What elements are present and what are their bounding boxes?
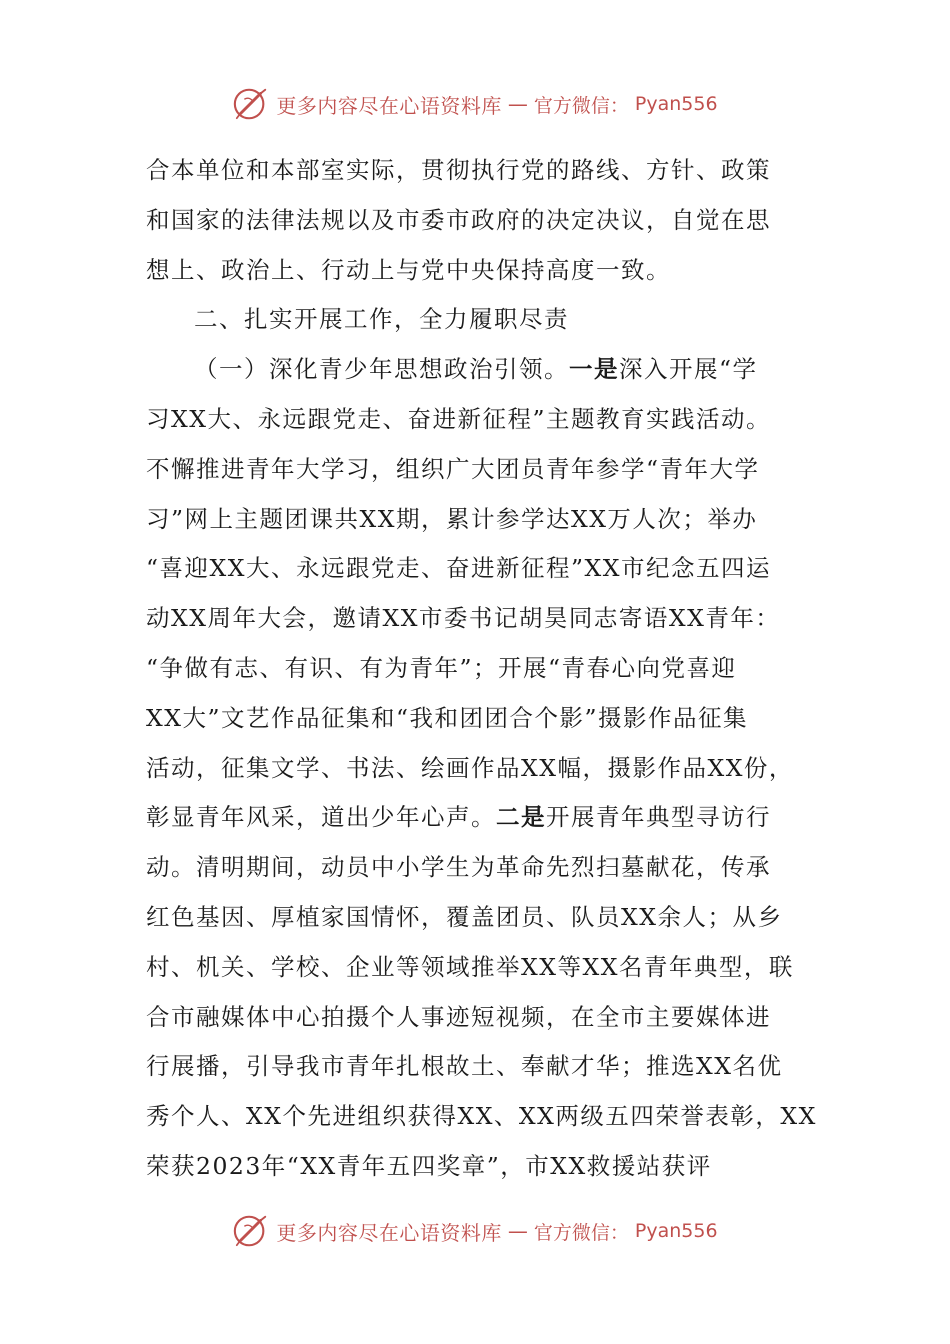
text-line	[146, 345, 806, 395]
pen-logo-icon	[232, 1212, 270, 1250]
text-line: 活动，征集文学、书法、绘画作品XX幅，摄影作品XX份，	[146, 753, 794, 782]
text-line: 和国家的法律法规以及市委市政府的决定决议，自觉在思	[146, 205, 771, 234]
text-line: 习”网上主题团课共XX期，累计参学达XX万人次；举办	[146, 504, 758, 533]
text-line: 荣获2023年“XX青年五四奖章”，市XX救援站获评	[146, 1151, 712, 1180]
footer-banner	[0, 1209, 950, 1253]
banner-brand: 更多内容尽在心语资料库	[276, 1220, 502, 1245]
banner-wechat-label: 官方微信：	[533, 1221, 629, 1244]
banner-brand: 更多内容尽在心语资料库	[276, 93, 502, 118]
banner-wechat-label: 官方微信：	[533, 94, 629, 117]
text-line: 行展播，引导我市青年扎根故土、奉献才华；推选XX名优	[146, 1052, 783, 1081]
text-line: 动XX周年大会，邀请XX市委书记胡昊同志寄语XX青年：	[146, 604, 781, 633]
header-banner	[0, 82, 950, 126]
text-segment: 开展青年典型寻访行	[546, 803, 771, 832]
banner-wechat-id: Pyan556	[634, 1220, 718, 1242]
banner-dash: —	[507, 92, 528, 116]
text-line: 二、扎实开展工作，全力履职尽责	[194, 305, 569, 334]
text-line: 红色基因、厚植家国情怀，覆盖团员、队员XX余人；从乡	[146, 902, 783, 931]
emphasis-marker: 一是	[569, 355, 619, 384]
text-segment: （一）深化青少年思想政治引领。	[194, 355, 569, 384]
text-line: 习XX大、永远跟党走、奋进新征程”主题教育实践活动。	[146, 404, 771, 433]
text-line: “喜迎XX大、永远跟党走、奋进新征程”XX市纪念五四运	[146, 554, 771, 583]
text-line: “争做有志、有识、有为青年”；开展“青春心向党喜迎	[146, 653, 737, 682]
text-segment: 彰显青年风采，道出少年心声。	[146, 803, 496, 832]
text-line: 合市融媒体中心拍摄个人事迹短视频，在全市主要媒体进	[146, 1002, 771, 1031]
text-line	[146, 793, 806, 843]
text-line: 村、机关、学校、企业等领域推举XX等XX名青年典型，联	[146, 952, 794, 981]
document-body	[146, 146, 817, 1192]
text-segment: 深入开展“学	[619, 355, 758, 384]
text-line: 想上、政治上、行动上与党中央保持高度一致。	[146, 255, 671, 284]
banner-wechat-id: Pyan556	[634, 93, 718, 115]
text-line: XX大”文艺作品征集和“我和团团合个影”摄影作品征集	[146, 703, 749, 732]
text-line: 合本单位和本部室实际，贯彻执行党的路线、方针、政策	[146, 156, 771, 184]
text-line: 动。清明期间，动员中小学生为革命先烈扫墓献花，传承	[146, 853, 771, 882]
text-line: 秀个人、XX个先进组织获得XX、XX两级五四荣誉表彰，XX	[146, 1102, 817, 1131]
text-line: 不懈推进青年大学习，组织广大团员青年参学“青年大学	[146, 454, 760, 483]
banner-dash: —	[507, 1219, 528, 1243]
emphasis-marker: 二是	[496, 803, 546, 832]
pen-logo-icon	[232, 85, 270, 123]
